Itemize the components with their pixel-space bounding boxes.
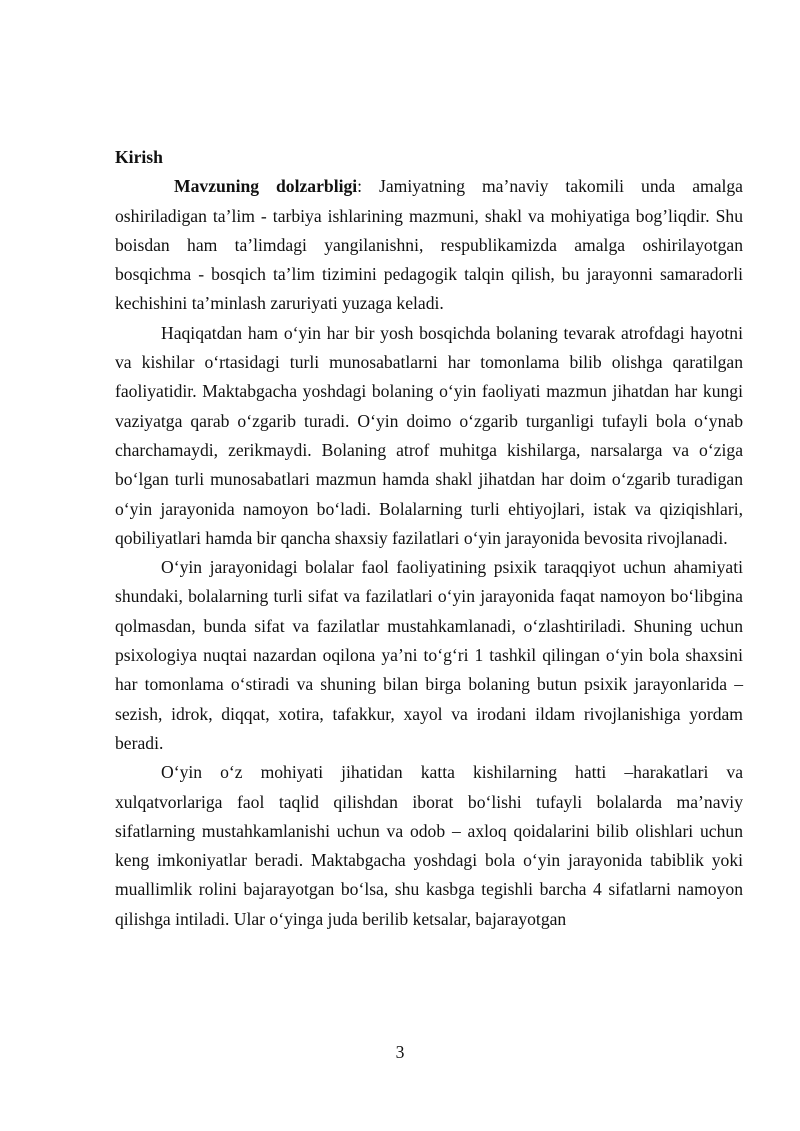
body-paragraph-3: O‘yin o‘z mohiyati jihatidan katta kishilarning hatti –harakatlari va xulqatvorlariga faol taqlid qilishdan iborat bo‘lishi tufayli bolalarda ma’naviy sifatlarning mustahkamlanishi uchun va odob – axloq qoidalarini bilib olishlari uchun keng imkoniyatlar beradi. Maktabgacha yoshdagi bola o‘yin jarayonida tabiblik yoki muallimlik rolini bajarayotgan bo‘lsa, shu kasbga tegishli barcha 4 sifatlarni namoyon qilishga intiladi. Ular o‘yinga juda berilib ketsalar, bajarayotgan xyxy=(115,762,743,929)
intro-paragraph xyxy=(115,172,743,318)
intro-text: : Jamiyatning ma’naviy takomili unda amalga oshiriladigan ta’lim - tarbiya ishlarining mazmuni, shakl va mohiyatiga bog’liqdir. Shu boisdan ham ta’limdagi yangilanishni, respublikamizda amalga oshirilayotgan bosqichma - bosqich ta’lim tizimini pedagogik talqin qilish, bu jarayonni samaradorli kechishini ta’minlash zaruriyati yuzaga keladi. xyxy=(115,176,743,314)
page-number: 3 xyxy=(395,1042,405,1062)
intro-lead: Mavzuning dolzarbligi xyxy=(174,176,358,197)
body-paragraph-2: O‘yin jarayonidagi bolalar faol faoliyatining psixik taraqqiyot uchun ahamiyati shundaki, bolalarning turli sifat va fazilatlari o‘yin jarayonida faqat namoyon bo‘libgina qolmasdan, bunda sifat va fazilatlar mustahkamlanadi, o‘zlashtiriladi. Shuning uchun psixologiya nuqtai nazardan oqilona ya’ni to‘g‘ri 1 tashkil qilingan o‘yin bola shaxsini har tomonlama o‘stiradi va shuning bilan birga bolaning butun psixik jarayonlarida –sezish, idrok, diqqat, xotira, tafakkur, xayol va irodani ildam rivojlanishiga yordam beradi. xyxy=(115,557,743,753)
section-heading: Kirish xyxy=(115,147,163,167)
body-paragraph-1: Haqiqatdan ham o‘yin har bir yosh bosqichda bolaning tevarak atrofdagi hayotni va kishilar o‘rtasidagi turli munosabatlarni har tomonlama bilib olishga qaratilgan faoliyatidir. Maktabgacha yoshdagi bolaning o‘yin faoliyati mazmun jihatdan har kungi vaziyatga qarab o‘zgarib turadi. O‘yin doimo o‘zgarib turganligi tufayli bola o‘ynab charchamaydi, zerikmaydi. Bolaning atrof muhitga kishilarga, narsalarga va o‘ziga bo‘lgan turli munosabatlari mazmun hamda shakl jihatdan har doim o‘zgarib turadigan o‘yin jarayonida namoyon bo‘ladi. Bolalarning turli ehtiyojlari, istak va qiziqishlari, qobiliyatlari hamda bir qancha shaxsiy fazilatlari o‘yin jarayonida bevosita rivojlanadi. xyxy=(115,322,743,548)
page-content xyxy=(115,143,743,934)
